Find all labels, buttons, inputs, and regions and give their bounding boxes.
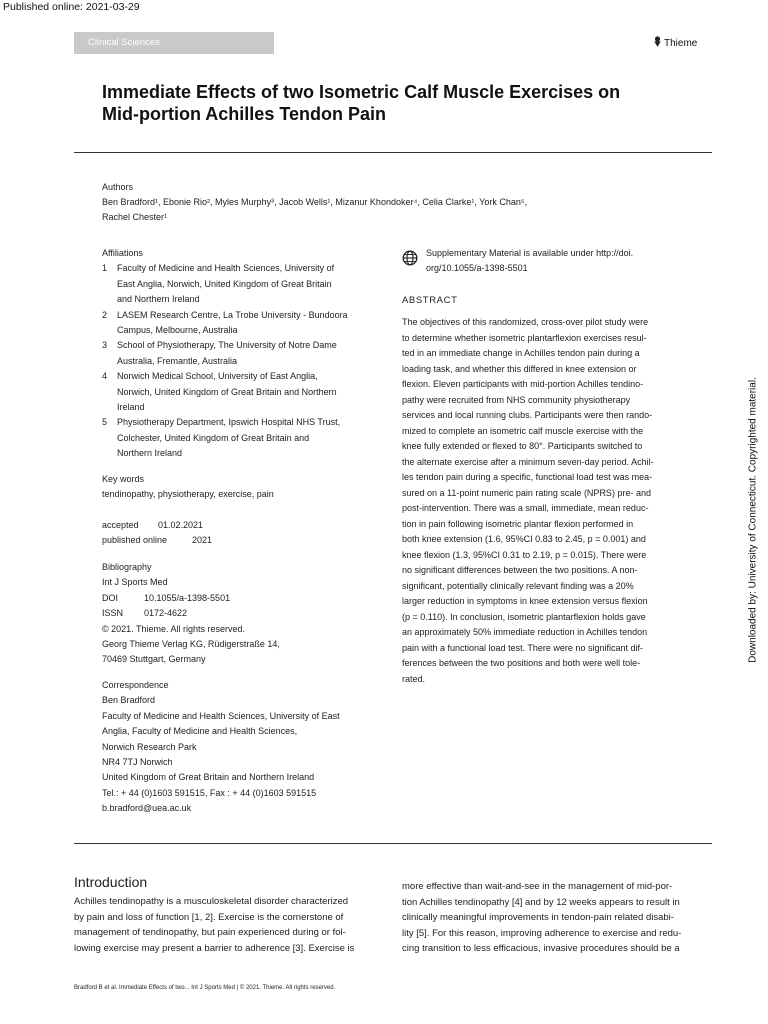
globe-icon: [402, 250, 418, 266]
issn-line: ISSN 0172-4622: [102, 608, 188, 619]
affiliation-item: 3 School of Physiotherapy, The University of Notre Dame Australia, Fremantle, Australia: [102, 340, 337, 366]
abstract-heading: ABSTRACT: [402, 295, 458, 306]
keywords-block: [102, 472, 382, 503]
supplementary-note: Supplementary Material is available under http://doi. org/10.1055/a-1398-5501: [426, 246, 706, 277]
affiliation-item: 1 Faculty of Medicine and Health Sciences, University of East Anglia, Norwich, United Kingdom of Great Britain and Northern Ireland: [102, 263, 335, 305]
authors-block: [102, 180, 702, 225]
article-title: Immediate Effects of two Isometric Calf Muscle Exercises on Mid-portion Achilles Tendon Pain: [102, 82, 621, 124]
correspondence-label: Correspondence: [102, 680, 169, 690]
page-footer: Bradford B et al. Immediate Effects of two... Int J Sports Med | © 2021. Thieme. All rights reserved.: [74, 985, 336, 991]
correspondence-block: Correspondence Ben Bradford Faculty of Medicine and Health Sciences, University of East Anglia, Faculty of Medicine and Health Sciences, Norwich Research Park NR4 7TJ Norwich United Kingdom of Great Britain and Northern Ireland Tel.: + 44 (0)1603 591515, Fax : + 44 (0)1603 591515 b.bradford@uea.ac.uk: [102, 678, 392, 817]
download-note-text: Downloaded by: University of Connecticut. Copyrighted material.: [747, 377, 759, 663]
publisher-address-2: 70469 Stuttgart, Germany: [102, 654, 206, 665]
keywords-text: tendinopathy, physiotherapy, exercise, pain: [102, 489, 274, 500]
publisher-logo: [653, 36, 697, 49]
affiliations-label: Affiliations: [102, 248, 143, 258]
published-date: Published online: 2021-03-29: [3, 1, 140, 13]
affiliation-item: 4 Norwich Medical School, University of East Anglia, Norwich, United Kingdom of Great Britain and Northern Ireland: [102, 371, 337, 413]
online-date: published online 2021: [102, 535, 213, 546]
bottom-rule: [74, 843, 712, 844]
thieme-logo-icon: [653, 36, 662, 47]
accepted-date: accepted 01.02.2021: [102, 520, 204, 530]
affiliation-item: 5 Physiotherapy Department, Ipswich Hospital NHS Trust, Colchester, United Kingdom of Great Britain and Northern Ireland: [102, 417, 341, 459]
authors-line-1: Ben Bradford¹, Ebonie Rio², Myles Murphy³, Jacob Wells¹, Mizanur Khondoker⁴, Celia Clarke¹, York Chan⁵,: [102, 197, 528, 207]
doi-link[interactable]: 10.1055/a-1398-5501: [144, 592, 231, 603]
authors-line-2: Rachel Chester¹: [102, 212, 168, 222]
introduction-left-column: Achilles tendinopathy is a musculoskeletal disorder characterized by pain and loss of function [1, 2]. Exercise is the cornerstone of management of tendinopathy, but pain experienced during or fol- lowing exercise may present a barrier to adherence [3]. Exercise is: [74, 896, 355, 954]
top-rule: [74, 152, 712, 153]
affiliations-block: [102, 246, 382, 462]
dates-block: [102, 518, 382, 549]
supplementary-link[interactable]: org/10.1055/a-1398-5501: [426, 263, 528, 274]
copyright-line: © 2021. Thieme. All rights reserved.: [102, 623, 246, 634]
section-label: Clinical Sciences: [74, 32, 274, 54]
email-link[interactable]: b.bradford@uea.ac.uk: [102, 803, 192, 814]
introduction-heading: Introduction: [74, 874, 148, 890]
publisher-address-1: Georg Thieme Verlag KG, Rüdigerstraße 14,: [102, 639, 280, 650]
affiliation-item: 2 LASEM Research Centre, La Trobe University - Bundoora Campus, Melbourne, Australia: [102, 309, 348, 336]
bibliography-block: [102, 560, 392, 668]
affiliations-list: [102, 261, 382, 461]
authors-label: Authors: [102, 182, 134, 192]
introduction-right-column: more effective than wait-and-see in the management of mid-por- tion Achilles tendinopathy [4] and by 12 weeks appears to result in clinically meaningful improvements in tendon-pain related disabi- lity [5]. For this reason, improving adherence to exercise and redu- cing transition to less efficacious, invasive procedures should be a: [402, 881, 682, 954]
bibliography-label: Bibliography: [102, 562, 152, 572]
doi-line: DOI 10.1055/a-1398-5501: [102, 592, 231, 603]
journal-name: Int J Sports Med: [102, 577, 168, 588]
publisher-name: Thieme: [664, 38, 698, 49]
abstract-body: The objectives of this randomized, cross-over pilot study were to determine whether isometric plantarflexion exercises resul- ted in an immediate change in Achilles tendon pain during a loading task, and whether this differed in knee extension or flexion. Eleven participants with mid-portion Achilles tendino- pathy were recruited from NHS community physiotherapy services and local running clubs. Participants were then rando- mized to complete an isometric calf muscle exercise with the knee fully extended or flexed to 80°. Participants switched to the alternate exercise after a minimum seven-day period. Achil- les tendon pain during a specific, functional load test was mea- sured on a 11-point numeric pain rating scale (NPRS) pre- and post-intervention. There was a small, immediate, mean reduc- tion in pain following isometric plantar flexion performed in both knee extension (1.6, 95%CI 0.83 to 2.45, p = 0.001) and knee flexion (1.3, 95%CI 0.31 to 2.19, p = 0.015). There were no significant differences between the two positions. A non- significant, potentially clinically relevant finding was a 20% larger reduction in symptoms in knee extension versus flexion (p = 0.110). In conclusion, isometric plantarflexion holds gave an approximately 50% immediate reduction in Achilles tendon pain with a functional load test. There were no significant dif- ferences between the two positions and both were well tole- rated.: [402, 317, 654, 684]
keywords-label: Key words: [102, 474, 145, 484]
